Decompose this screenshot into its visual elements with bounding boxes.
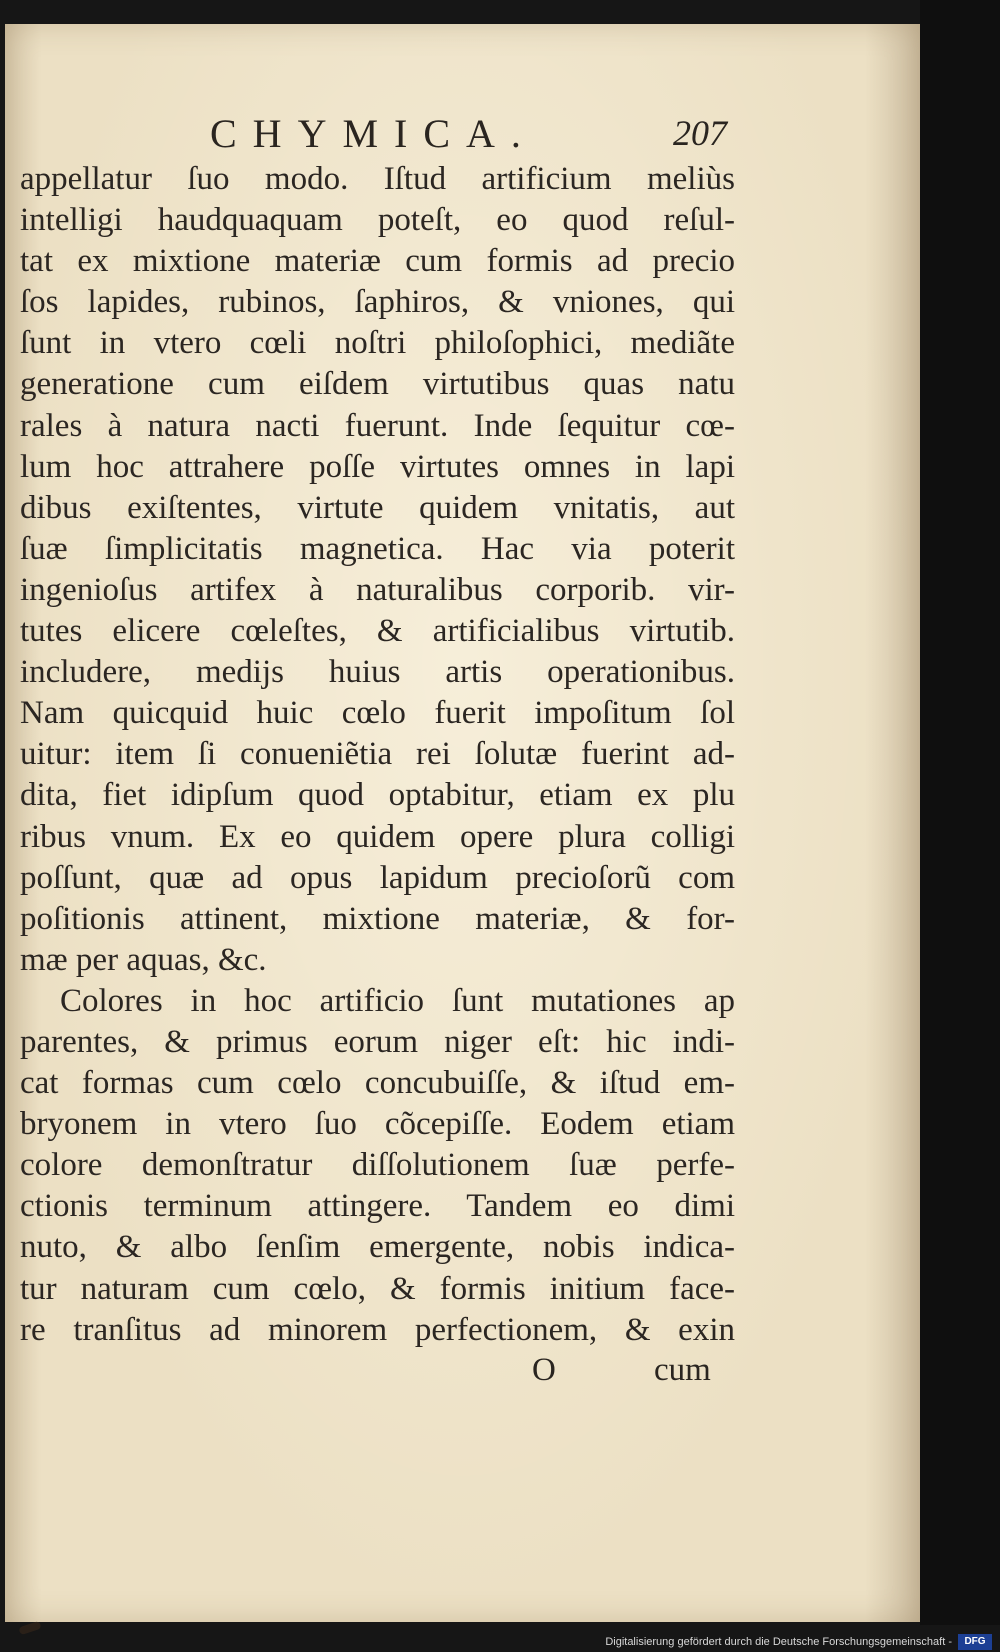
text-line: Nam quicquid huic cœlo fuerit impoſitum ſol [20, 695, 735, 732]
text-line: dibus exiſtentes, virtute quidem vnitatis, aut [20, 489, 735, 526]
page-number: 207 [673, 113, 727, 153]
digitization-credit: Digitalisierung gefördert durch die Deutsche Forschungsgemeinschaft - [605, 1636, 952, 1648]
text-line: poſſunt, quæ ad opus lapidum precioſorũ com [20, 859, 735, 896]
book-page [5, 24, 920, 1622]
text-line: ſuæ ſimplicitatis magnetica. Hac via poterit [20, 530, 735, 567]
text-line: appellatur ſuo modo. Iſtud artificium meliùs [20, 161, 735, 197]
text-line: re tranſitus ad minorem perfectionem, & exin [20, 1311, 735, 1348]
text-line: Colores in hoc artificio ſunt mutationes ap [60, 982, 735, 1019]
page-header [5, 104, 920, 164]
text-line: bryonem in vtero ſuo cõcepiſſe. Eodem etiam [20, 1106, 735, 1143]
text-line: dita, fiet idipſum quod optabitur, etiam ex plu [20, 777, 735, 814]
text-line: colore demonſtratur diſſolutionem ſuæ perfe- [20, 1147, 735, 1184]
text-line: nuto, & albo ſenſim emergente, nobis indica- [20, 1229, 735, 1266]
text-line: includere, medijs huius artis operationibus. [20, 654, 735, 691]
text-line: ingenioſus artifex à naturalibus corporib. vir- [20, 571, 735, 608]
text-line: tur naturam cum cœlo, & formis initium face- [20, 1270, 735, 1307]
text-line: lum hoc attrahere poſſe virtutes omnes in lapi [20, 448, 735, 485]
text-line: ſos lapides, rubinos, ſaphiros, & vniones, qui [20, 284, 735, 321]
body-text [20, 159, 735, 1351]
catchword: cum [654, 1352, 711, 1388]
text-line: intelligi haudquaquam poteſt, eo quod reſul- [20, 202, 735, 239]
text-line: tutes elicere cœleſtes, & artificialibus virtutib. [20, 613, 735, 650]
text-line: uitur: item ſi conueniẽtia rei ſolutæ fuerint ad- [20, 736, 735, 773]
page-footer [5, 1352, 920, 1402]
text-line: ſunt in vtero cœli noſtri philoſophici, mediãte [20, 325, 735, 362]
text-line: mæ per aquas, &c. [20, 941, 267, 978]
text-line: rales à natura nacti fuerunt. Inde ſequitur cœ- [20, 407, 735, 444]
signature-mark: O [532, 1352, 556, 1388]
running-title: CHYMICA. [210, 111, 537, 156]
dfg-logo: DFG [958, 1634, 992, 1650]
text-line: cat formas cum cœlo concubuiſſe, & iſtud em- [20, 1065, 735, 1102]
ink-smudge [18, 1621, 41, 1635]
text-line: generatione cum eiſdem virtutibus quas natu [20, 366, 735, 403]
text-line: tat ex mixtione materiæ cum formis ad precio [20, 243, 735, 280]
text-line: parentes, & primus eorum niger eſt: hic indi- [20, 1023, 735, 1060]
book-edge-shadow [920, 0, 1000, 1625]
text-line: poſitionis attinent, mixtione materiæ, & for- [20, 900, 735, 937]
text-line: ctionis terminum attingere. Tandem eo dimi [20, 1188, 735, 1225]
text-line: ribus vnum. Ex eo quidem opere plura colligi [20, 818, 735, 855]
